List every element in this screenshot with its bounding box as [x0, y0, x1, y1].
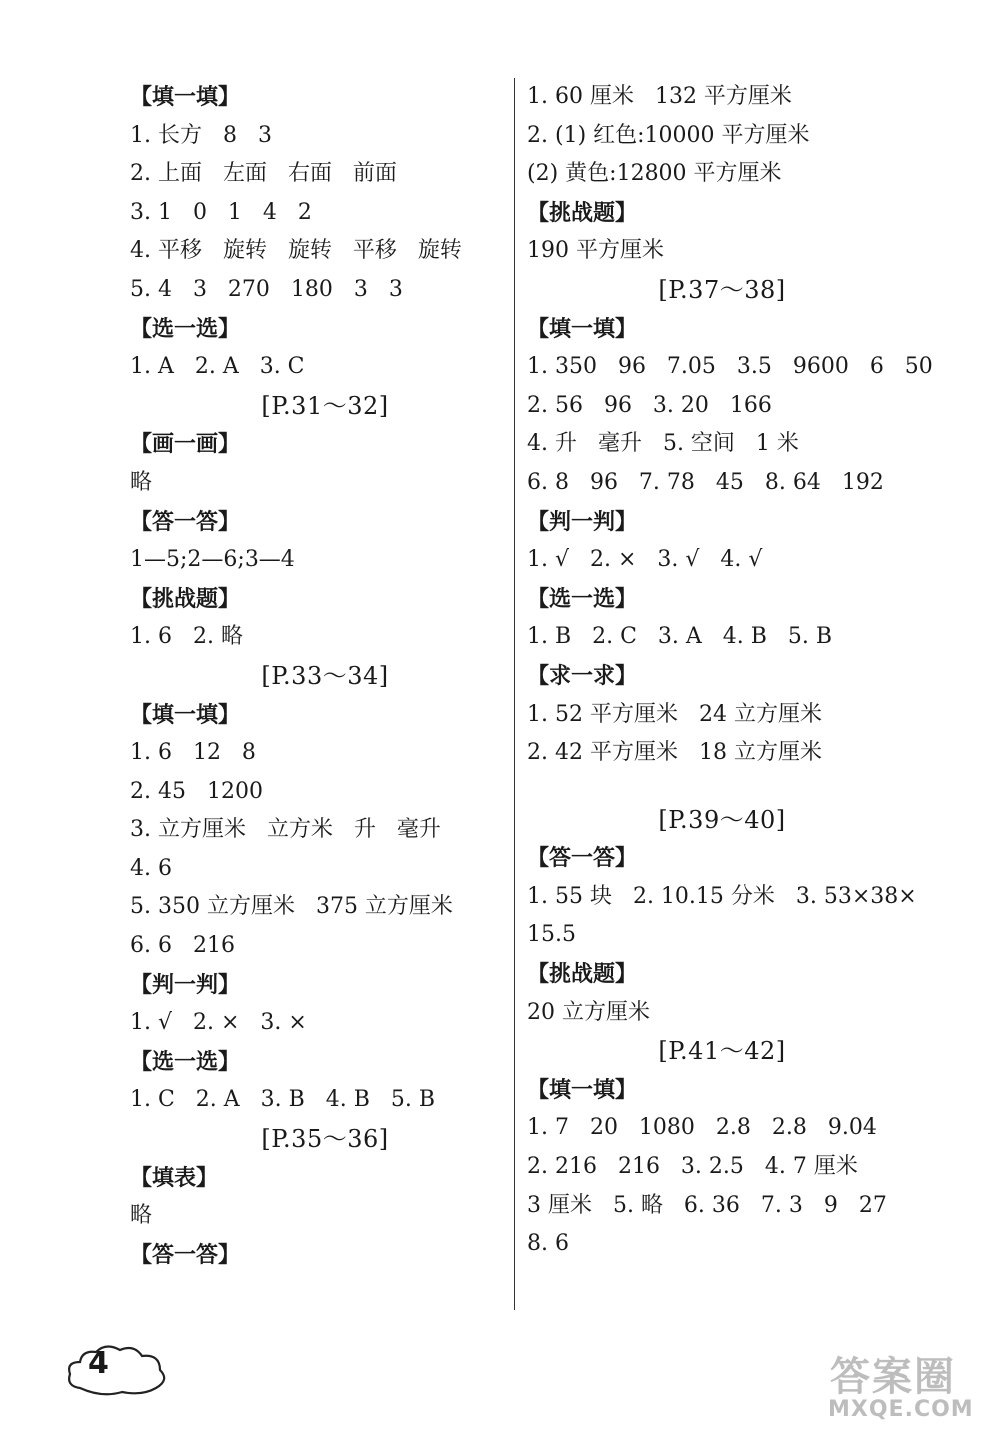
- section-heading: 【求一求】: [527, 662, 638, 689]
- section-heading: 【答一答】: [130, 508, 241, 535]
- answer-line: (2) 黄色:12800 平方厘米: [527, 161, 782, 187]
- answer-line: 2. 42 平方厘米 18 立方厘米: [527, 740, 822, 766]
- section-heading: 【填一填】: [527, 1076, 638, 1103]
- page-number-badge: [62, 1340, 172, 1400]
- section-heading: 【判一判】: [130, 971, 241, 998]
- answer-line: 1. C 2. A 3. B 4. B 5. B: [130, 1087, 436, 1113]
- section-heading: 【选一选】: [130, 315, 241, 342]
- cloud-icon: [62, 1340, 172, 1400]
- answer-line: 略: [130, 469, 153, 495]
- answer-line: 190 平方厘米: [527, 238, 664, 264]
- page-reference: [P.33～34]: [261, 661, 389, 690]
- answer-line: 1. 52 平方厘米 24 立方厘米: [527, 701, 822, 727]
- answer-line: 2. (1) 红色:10000 平方厘米: [527, 122, 810, 148]
- answer-line: 1. √ 2. × 3. ×: [130, 1010, 307, 1036]
- spacer: [527, 773, 917, 801]
- answer-line: 2. 56 96 3. 20 166: [527, 392, 772, 418]
- answer-line: 1. B 2. C 3. A 4. B 5. B: [527, 624, 833, 650]
- watermark-url: MXQE.COM: [828, 1397, 974, 1422]
- page-reference: [P.35～36]: [261, 1125, 389, 1154]
- answer-line: 5. 4 3 270 180 3 3: [130, 276, 403, 302]
- answer-line: 15.5: [527, 922, 576, 948]
- answer-line: 略: [130, 1203, 153, 1229]
- watermark-logo-text: 答案圈: [830, 1354, 956, 1400]
- page-reference: [P.39～40]: [658, 805, 786, 834]
- answer-line: 4. 升 毫升 5. 空间 1 米: [527, 431, 799, 457]
- answer-line: 1. 7 20 1080 2.8 2.8 9.04: [527, 1115, 877, 1141]
- section-heading: 【答一答】: [527, 845, 638, 872]
- answer-line: 1. 60 厘米 132 平方厘米: [527, 84, 792, 109]
- answer-line: 1. 6 2. 略: [130, 624, 243, 650]
- answer-line: 1. A 2. A 3. C: [130, 354, 305, 380]
- answer-line: 4. 6: [130, 855, 172, 881]
- page-reference: [P.37～38]: [658, 275, 786, 304]
- right-column: [527, 78, 933, 1264]
- answer-line: 1. 55 块 2. 10.15 分米 3. 53×38×: [527, 883, 917, 909]
- section-heading: 【答一答】: [130, 1241, 241, 1268]
- answer-line: 3 厘米 5. 略 6. 36 7. 3 9 27: [527, 1192, 887, 1218]
- section-heading: 【选一选】: [130, 1048, 241, 1075]
- answer-line: 3. 1 0 1 4 2: [130, 199, 312, 225]
- answer-line: 1—5;2—6;3—4: [130, 547, 295, 573]
- answer-line: 1. 350 96 7.05 3.5 9600 6 50: [527, 354, 933, 380]
- answer-line: 1. √ 2. × 3. √ 4. √: [527, 547, 763, 573]
- answer-line: 20 立方厘米: [527, 999, 650, 1025]
- section-heading: 【填一填】: [130, 701, 241, 728]
- section-heading: 【填一填】: [527, 315, 638, 342]
- answer-line: 2. 45 1200: [130, 778, 263, 804]
- answer-line: 2. 上面 左面 右面 前面: [130, 161, 397, 187]
- answer-line: 1. 长方 8 3: [130, 122, 272, 148]
- answer-line: 8. 6: [527, 1231, 569, 1257]
- page-number: 4: [88, 1346, 109, 1381]
- section-heading: 【挑战题】: [527, 199, 638, 226]
- answer-line: 4. 平移 旋转 旋转 平移 旋转: [130, 238, 462, 264]
- answer-line: 2. 216 216 3. 2.5 4. 7 厘米: [527, 1154, 858, 1180]
- section-heading: 【挑战题】: [527, 961, 638, 988]
- section-heading: 【判一判】: [527, 508, 638, 535]
- column-divider: [514, 78, 515, 1310]
- section-heading: 【挑战题】: [130, 585, 241, 612]
- section-heading: 【选一选】: [527, 585, 638, 612]
- section-heading: 【填表】: [130, 1164, 219, 1191]
- page-reference: [P.41～42]: [658, 1037, 786, 1066]
- answer-line: 6. 6 216: [130, 933, 235, 959]
- page-reference: [P.31～32]: [261, 391, 389, 420]
- answer-line: 1. 6 12 8: [130, 740, 256, 766]
- section-heading: 【画一画】: [130, 431, 241, 458]
- left-column: [130, 78, 500, 1274]
- answer-line: 6. 8 96 7. 78 45 8. 64 192: [527, 469, 884, 495]
- answer-line: 5. 350 立方厘米 375 立方厘米: [130, 894, 453, 920]
- answer-line: 3. 立方厘米 立方米 升 毫升: [130, 817, 441, 843]
- watermark: [820, 1345, 990, 1430]
- section-heading: 【填一填】: [130, 84, 241, 110]
